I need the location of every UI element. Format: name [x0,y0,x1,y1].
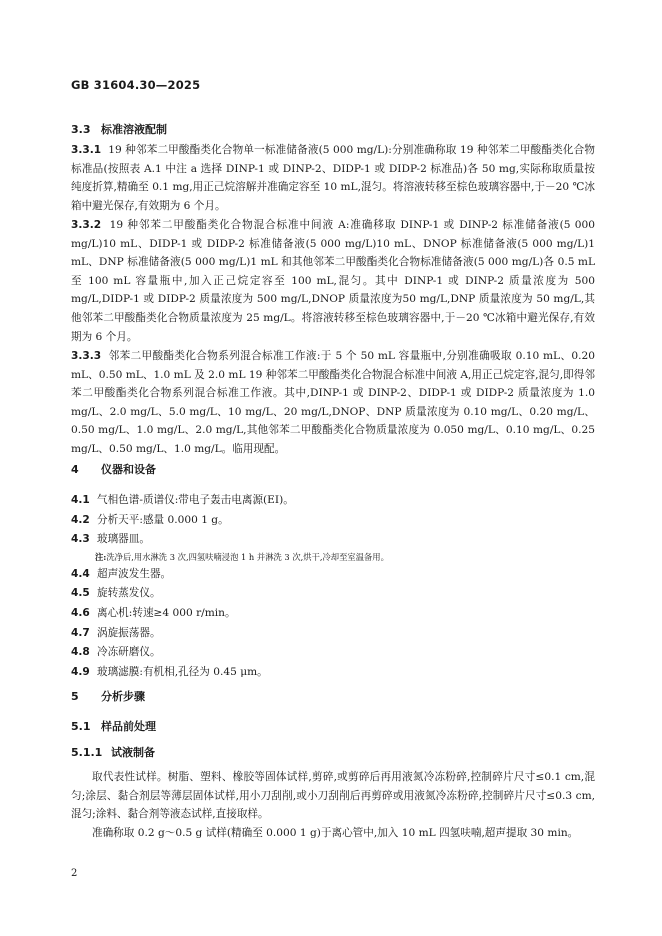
clause-3-3-2 [71,216,595,346]
list-item: 4.5 旋转蒸发仪。 [71,587,161,600]
section-number: 5.1.1 [71,746,103,759]
list-item: 4.9 玻璃滤膜:有机相,孔径为 0.45 μm。 [71,665,268,678]
list-item: 4.2 分析天平:感量 0.000 1 g。 [71,513,229,526]
clause-text: 19 种邻苯二甲酸酯类化合物单一标准储备液(5 000 mg/L):分别准确称取 19 种邻苯二甲酸酯类化合物标准品(按照表 A.1 中注 a 选择 DINP-1 或 DINP-2、DIDP-1 或 DIDP-2 标准品)各 50 mg,实际称取质量按纯度折算,精确至 0.1 mg,用正己烷溶解并准确定容至 10 mL,混匀。将溶液转移至棕色玻璃容器中,于－20 ℃冰箱中避光保存,有效期为 6 个月。 [71,144,595,212]
clause-text: 邻苯二甲酸酯类化合物系列混合标准工作液:于 5 个 50 mL 容量瓶中,分别准确吸取 0.10 mL、0.20 mL、0.50 mL、1.0 mL 及 2.0 mL 19 种邻苯二甲酸酯类化合物混合标准中间液 A,用正己烷定容,混匀,即得邻苯二甲酸酯类化合物系列混合标准工作液。其中,DINP-1 或 DINP-2、DIDP-1 或 DIDP-2 质量浓度为 1.0 mg/L、2.0 mg/L、5.0 mg/L、10 mg/L、20 mg/L,DNOP、DNP 质量浓度为 0.10 mg/L、0.20 mg/L、0.50 mg/L、1.0 mg/L、2.0 mg/L,其他邻苯二甲酸酯类化合物质量浓度为 0.050 mg/L、0.10 mg/L、0.25 mg/L、0.50 mg/L、1.0 mg/L。临用现配。 [71,350,595,455]
section-number: 5.1 [71,720,91,733]
section-heading-5 [71,688,145,704]
page-number: 2 [71,868,78,879]
section-heading-5-1 [71,718,156,734]
list-item: 4.6 离心机:转速≥4 000 r/min。 [71,606,236,619]
clause-3-3-3 [71,347,595,459]
section-title: 分析步骤 [101,690,145,703]
clause-number: 3.3.3 [71,350,102,362]
note-text: 洗净后,用水淋洗 3 次,四氢呋喃浸泡 1 h 并淋洗 3 次,烘干,冷却至室温备用。 [106,551,389,562]
list-item: 4.3 玻璃器皿。 [71,533,150,546]
equipment-list [71,491,595,682]
note-label: 注: [95,551,107,562]
section-title: 样品前处理 [101,720,156,733]
section-number: 5 [71,690,79,703]
paragraph-sample-preparation: 取代表性试样。树脂、塑料、橡胶等固体试样,剪碎,或剪碎后再用液氮冷冻粉碎,控制碎片尺寸≤0.1 cm,混匀;涂层、黏合剂层等薄层固体试样,用小刀刮削,或小刀刮削后再剪碎或用液氮冷冻粉碎,控制碎片尺寸≤0.3 cm,混匀;涂料、黏合剂等液态试样,直接取样。 [71,771,595,821]
section-heading-3-3 [71,121,167,137]
section-title: 试液制备 [111,746,155,759]
section-title: 仪器和设备 [101,463,156,476]
clause-text: 19 种邻苯二甲酸酯类化合物混合标准中间液 A:准确移取 DINP-1 或 DINP-2 标准储备液(5 000 mg/L)10 mL、DIDP-1 或 DIDP-2 标准储备液(5 000 mg/L)10 mL、DNOP 标准储备液(5 000 mg/L)1 mL、DNP 标准储备液(5 000 mg/L)1 mL 和其他邻苯二甲酸酯类化合物标准储备液(5 000 mg/L)各 0.5 mL 至 100 mL 容量瓶中,加入正己烷定容至 100 mL,混匀。其中 DINP-1 或 DINP-2 质量浓度为 500 mg/L,DIDP-1 或 DIDP-2 质量浓度为 500 mg/L,DNOP 质量浓度为50 mg/L,DNP 质量浓度为 50 mg/L,其他邻苯二甲酸酯类化合物质量浓度为 25 mg/L。将溶液转移至棕色玻璃容器中,于－20 ℃冰箱中避光保存,有效期为 6 个月。 [71,219,595,343]
section-heading-5-1-1 [71,744,155,760]
list-item: 4.1 气相色谱-质谱仪:带电子轰击电离源(EI)。 [71,494,294,506]
clause-number: 3.3.1 [71,144,102,156]
list-item: 4.8 冷冻研磨仪。 [71,646,161,659]
note [71,550,595,565]
section-number: 4 [71,463,79,476]
list-item: 4.4 超声波发生器。 [71,567,172,580]
section-number: 3.3 [71,123,91,136]
standard-id: GB 31604.30—2025 [71,78,201,92]
paragraph-extraction: 准确称取 0.2 g～0.5 g 试样(精确至 0.000 1 g)于离心管中,加入 10 mL 四氢呋喃,超声提取 30 min。 [92,827,579,839]
clause-number: 3.3.2 [71,219,102,231]
section-title: 标准溶液配制 [101,123,167,136]
clause-3-3-1 [71,141,595,215]
section-heading-4 [71,461,156,477]
list-item: 4.7 涡旋振荡器。 [71,626,161,639]
